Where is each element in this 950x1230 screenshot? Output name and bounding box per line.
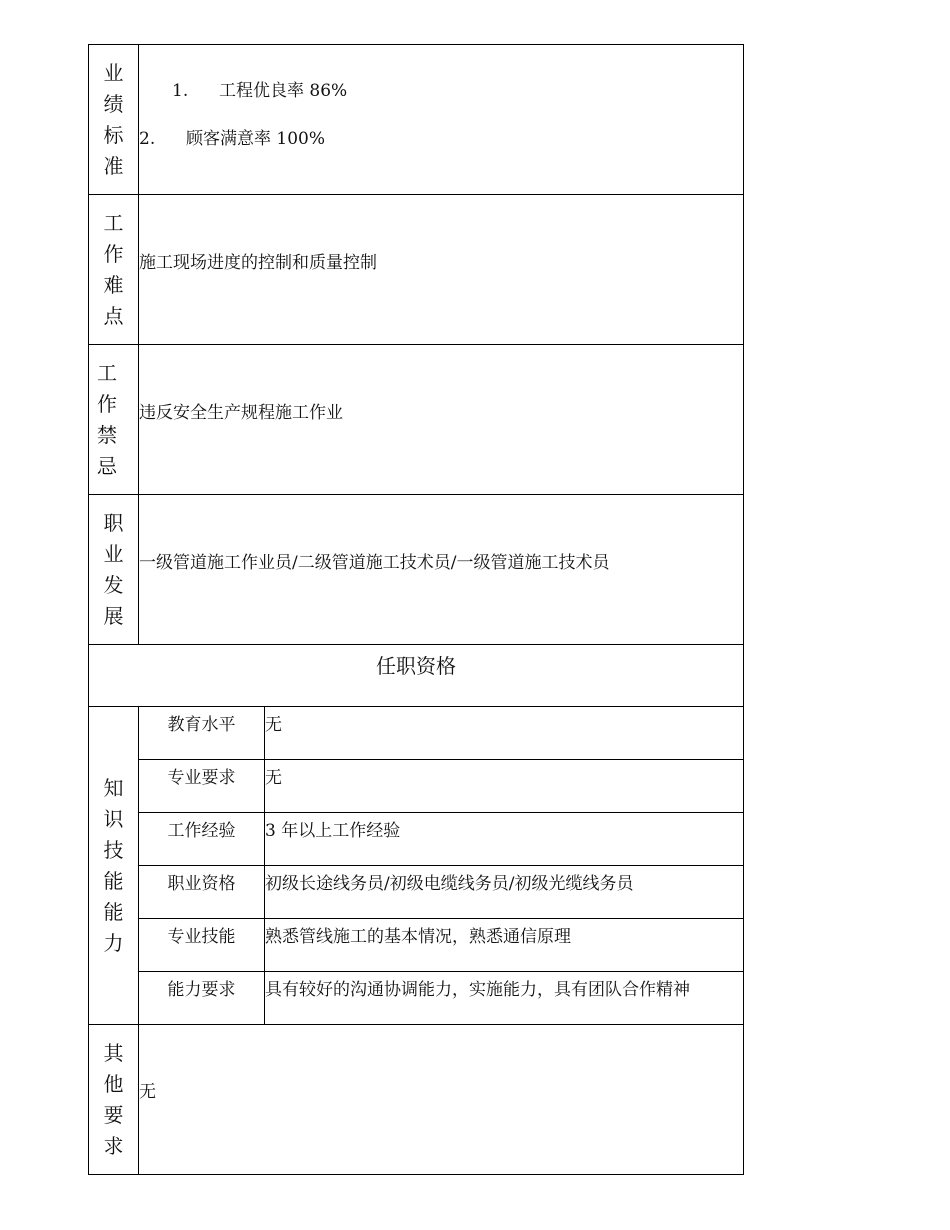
other-requirements-content [139, 1025, 744, 1175]
label-char: 发 [103, 572, 124, 597]
table-row [89, 760, 744, 813]
row-work-difficulties [89, 195, 744, 345]
label-char: 作 [103, 241, 124, 266]
label-char: 标 [103, 122, 124, 147]
label-char: 职 [103, 510, 124, 535]
career-development-content [139, 495, 744, 645]
qualification-label: 职业资格 [139, 866, 265, 919]
qualification-label: 能力要求 [139, 972, 265, 1025]
row-other-requirements [89, 1025, 744, 1175]
label-char: 能 [103, 868, 124, 893]
label-career-development [89, 495, 139, 645]
label-char: 忌 [97, 453, 117, 478]
label-char: 禁 [97, 422, 117, 447]
performance-standards-content [139, 45, 744, 195]
qualification-label: 工作经验 [139, 813, 265, 866]
row-qualifications-title [89, 645, 744, 707]
label-char: 求 [103, 1133, 124, 1158]
label-char: 技 [103, 837, 124, 862]
qualification-value: 具有较好的沟通协调能力，实施能力，具有团队合作精神 [265, 972, 744, 1025]
label-char: 业 [103, 60, 124, 85]
section-title: 任职资格 [89, 645, 744, 707]
label-char: 作 [97, 391, 117, 416]
work-taboos-text: 违反安全生产规程施工作业 [139, 403, 343, 423]
other-requirements-text: 无 [139, 1082, 156, 1102]
label-work-taboos [89, 345, 139, 495]
label-char: 他 [103, 1071, 124, 1096]
row-work-taboos [89, 345, 744, 495]
label-char: 力 [103, 930, 124, 955]
list-item [172, 76, 347, 101]
row-performance-standards [89, 45, 744, 195]
label-char: 其 [103, 1040, 124, 1065]
label-char: 绩 [103, 91, 124, 116]
career-development-text: 一级管道施工作业员/二级管道施工技术员/一级管道施工技术员 [139, 553, 610, 573]
label-char: 业 [103, 541, 124, 566]
list-item-text: 顾客满意率 100% [186, 129, 326, 149]
label-char: 难 [103, 272, 124, 297]
table-row [89, 972, 744, 1025]
table-row [89, 919, 744, 972]
list-item-number: 1. [172, 81, 189, 101]
label-char: 点 [103, 303, 124, 328]
label-char: 工 [103, 210, 124, 235]
qualification-label: 专业要求 [139, 760, 265, 813]
label-char: 展 [103, 603, 124, 628]
qualification-value: 熟悉管线施工的基本情况，熟悉通信原理 [265, 919, 744, 972]
label-performance-standards [89, 45, 139, 195]
label-knowledge-skills [89, 707, 139, 1025]
row-career-development [89, 495, 744, 645]
table-row [89, 707, 744, 760]
qualification-value: 无 [265, 707, 744, 760]
label-char: 要 [103, 1102, 124, 1127]
qualification-value: 3 年以上工作经验 [265, 813, 744, 866]
label-other-requirements [89, 1025, 139, 1175]
work-difficulties-text: 施工现场进度的控制和质量控制 [139, 253, 377, 273]
label-char: 知 [103, 775, 124, 800]
list-item [139, 124, 325, 149]
work-taboos-content [139, 345, 744, 495]
table-row [89, 813, 744, 866]
qualification-value: 无 [265, 760, 744, 813]
table-row [89, 866, 744, 919]
label-char: 准 [103, 153, 124, 178]
label-char: 识 [103, 806, 124, 831]
list-item-text: 工程优良率 86% [219, 81, 348, 101]
list-item-number: 2. [139, 129, 156, 149]
label-work-difficulties [89, 195, 139, 345]
label-char: 能 [103, 899, 124, 924]
job-description-sheet [88, 44, 743, 1175]
job-description-table [88, 44, 744, 1175]
qualification-label: 教育水平 [139, 707, 265, 760]
qualification-label: 专业技能 [139, 919, 265, 972]
qualification-value: 初级长途线务员/初级电缆线务员/初级光缆线务员 [265, 866, 744, 919]
label-char: 工 [97, 360, 117, 385]
work-difficulties-content [139, 195, 744, 345]
